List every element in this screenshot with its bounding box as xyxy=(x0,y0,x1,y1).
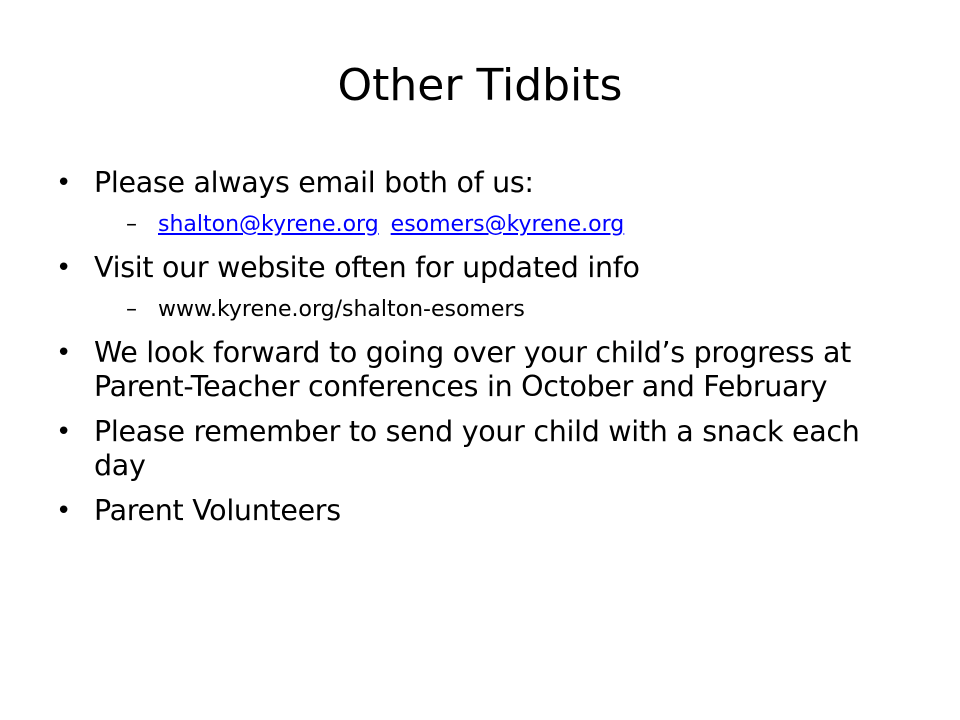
bullet-text: Please always email both of us: xyxy=(94,166,534,199)
bullet-icon: • xyxy=(56,496,72,526)
bullet-icon: • xyxy=(56,338,72,368)
bullet-icon: • xyxy=(56,417,72,447)
sub-item-email-links xyxy=(56,211,906,239)
bullet-text: Please remember to send your child with a snack each day xyxy=(94,415,860,482)
bullet-text: We look forward to going over your child’s progress at Parent-Teacher conferences in October and February xyxy=(94,336,852,403)
bullet-icon: • xyxy=(56,253,72,283)
bullet-text: Visit our website often for updated info xyxy=(94,251,640,284)
bullet-text: Parent Volunteers xyxy=(94,494,341,527)
email-link-esomers[interactable]: esomers@kyrene.org xyxy=(390,212,625,237)
bullet-icon: • xyxy=(56,168,72,198)
bullet-item-snack xyxy=(56,415,906,483)
email-link-shalton[interactable]: shalton@kyrene.org xyxy=(158,212,379,237)
bullet-item-volunteers xyxy=(56,494,906,528)
bullet-item-website xyxy=(56,251,906,285)
bullet-item-conferences xyxy=(56,336,906,404)
slide-title: Other Tidbits xyxy=(337,60,623,111)
dash-icon: – xyxy=(126,297,137,322)
slide-content xyxy=(56,166,906,539)
bullet-item-email xyxy=(56,166,906,200)
dash-icon: – xyxy=(126,212,137,237)
sub-item-website-url xyxy=(56,296,906,324)
website-url-text: www.kyrene.org/shalton-esomers xyxy=(158,297,525,322)
